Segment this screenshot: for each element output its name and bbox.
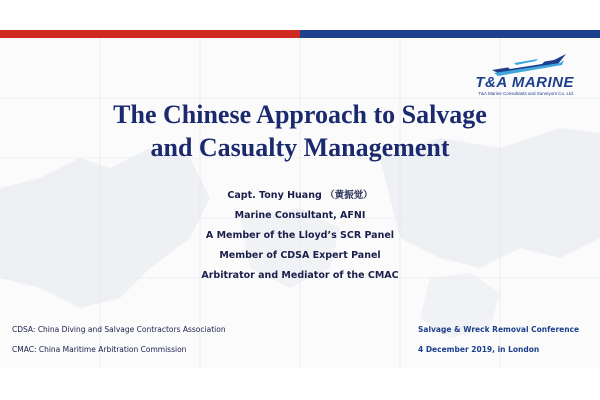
abbreviation-cmac: CMAC: China Maritime Arbitration Commission bbox=[12, 345, 187, 354]
presenter-credential: Arbitrator and Mediator of the CMAC bbox=[201, 270, 399, 281]
abbreviation-cdsa: CDSA: China Diving and Salvage Contractors Association bbox=[12, 325, 226, 334]
company-logo-name: T&A MARINE bbox=[475, 74, 574, 91]
slide-title bbox=[0, 98, 600, 164]
top-bar-red bbox=[0, 30, 300, 38]
presenter-name: Capt. Tony Huang （黄振觉） bbox=[227, 190, 373, 201]
presenter-credential: A Member of the Lloyd’s SCR Panel bbox=[205, 230, 395, 241]
presenter-credential: Marine Consultant, AFNI bbox=[234, 210, 366, 221]
top-color-bar bbox=[0, 30, 600, 38]
event-name: Salvage & Wreck Removal Conference bbox=[418, 325, 580, 334]
presenter-block bbox=[0, 186, 600, 286]
title-line-1: The Chinese Approach to Salvage bbox=[113, 100, 487, 129]
event-date: 4 December 2019, in London bbox=[418, 345, 540, 354]
title-line-2: and Casualty Management bbox=[150, 133, 450, 162]
event-info bbox=[418, 320, 579, 360]
slide bbox=[0, 30, 600, 368]
company-logo-tagline: T&A Marine Consultants and Surveyors Co. Ltd. bbox=[478, 91, 574, 96]
abbreviations-note bbox=[12, 320, 226, 360]
top-bar-blue bbox=[300, 30, 600, 38]
presenter-credential: Member of CDSA Expert Panel bbox=[219, 250, 381, 261]
